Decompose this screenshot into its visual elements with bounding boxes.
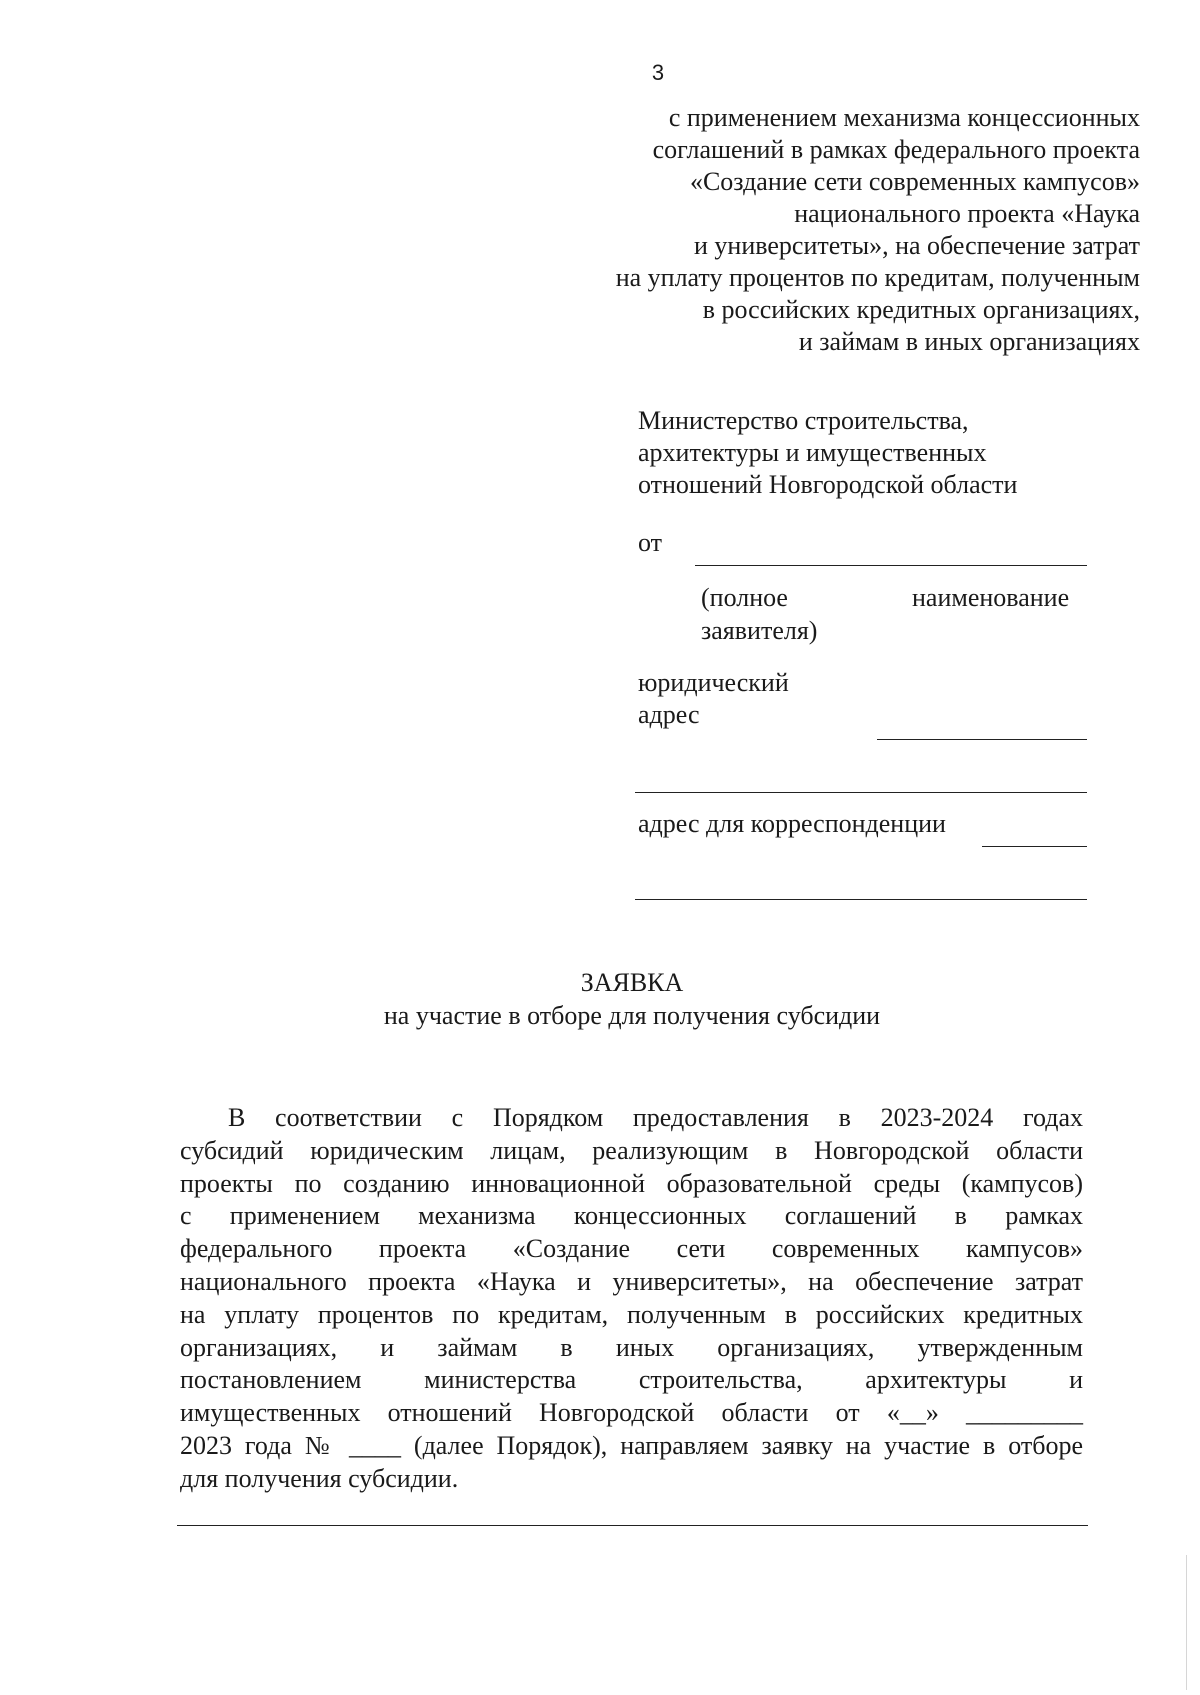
body-line: национального проекта «Наука и университеты», на обеспечение затрат <box>180 1266 1083 1296</box>
body-line: для получения субсидии. <box>180 1463 459 1493</box>
correspondence-address-line[interactable] <box>982 846 1087 847</box>
applicant-hint-line2: заявителя) <box>701 616 818 645</box>
addressee-line: отношений Новгородской области <box>638 470 1018 499</box>
body-line: проекты по созданию инновационной образовательной среды (кампусов) <box>180 1168 1083 1198</box>
header-line: национального проекта «Наука <box>794 199 1140 228</box>
header-line: и университеты», на обеспечение затрат <box>694 231 1140 260</box>
header-line: и займам в иных организациях <box>798 327 1140 356</box>
scan-edge-mark <box>1186 1555 1187 1690</box>
body-line: организациях, и займам в иных организациях, утвержденным <box>180 1332 1083 1362</box>
body-line: В соответствии с Порядком предоставления в 2023-2024 годах <box>228 1103 1083 1132</box>
page-number: 3 <box>651 60 665 85</box>
applicant-hint-right: наименование <box>912 583 1070 612</box>
document-reference-header <box>616 102 1140 358</box>
body-line: 2023 года № ____ (далее Порядок), направляем заявку на участие в отборе <box>180 1430 1083 1460</box>
addressee-line: Министерство строительства, <box>638 406 969 435</box>
body-line: субсидий юридическим лицам, реализующим в Новгородской области <box>180 1135 1083 1165</box>
body-paragraph <box>180 1102 1083 1496</box>
body-line: на уплату процентов по кредитам, полученным в российских кредитных <box>180 1299 1083 1329</box>
body-line: имущественных отношений Новгородской области от «__» _________ <box>180 1398 1083 1428</box>
from-label: от <box>638 528 663 557</box>
document-subtitle: на участие в отборе для получения субсидии <box>383 1001 881 1030</box>
applicant-hint-left: (полное <box>701 583 788 612</box>
bottom-fill-line[interactable] <box>177 1525 1088 1526</box>
header-line: «Создание сети современных кампусов» <box>689 167 1140 196</box>
legal-address-line-2[interactable] <box>635 792 1087 793</box>
legal-address-line[interactable] <box>877 739 1087 740</box>
applicant-name-line[interactable] <box>695 565 1087 566</box>
header-line: с применением механизма концессионных <box>668 103 1140 132</box>
correspondence-address-line-2[interactable] <box>635 899 1087 900</box>
document-title: ЗАЯВКА <box>580 968 684 997</box>
legal-address-label: адрес <box>638 700 700 729</box>
addressee-line: архитектуры и имущественных <box>638 438 987 467</box>
header-line: в российских кредитных организациях, <box>702 295 1140 324</box>
body-line: с применением механизма концессионных соглашений в рамках <box>180 1201 1083 1231</box>
addressee-block <box>638 405 1017 501</box>
body-line: федерального проекта «Создание сети современных кампусов» <box>180 1234 1083 1264</box>
header-line: на уплату процентов по кредитам, полученным <box>615 263 1140 292</box>
header-line: соглашений в рамках федерального проекта <box>652 135 1140 164</box>
legal-address-label: юридический <box>638 668 789 697</box>
body-line: постановлением министерства строительства, архитектуры и <box>180 1365 1083 1395</box>
correspondence-address-label: адрес для корреспонденции <box>638 809 946 838</box>
